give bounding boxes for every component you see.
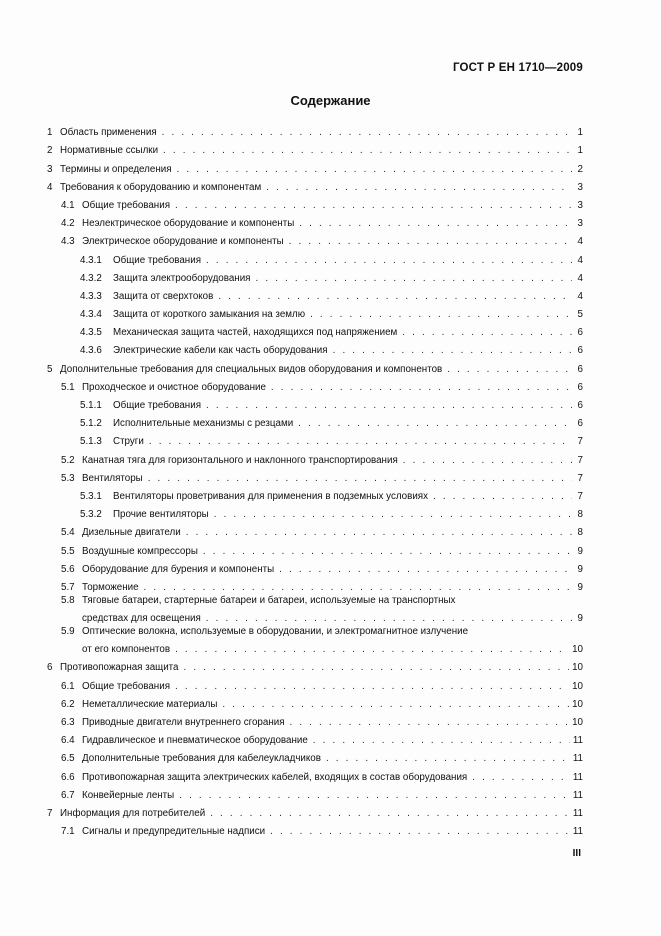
toc-label: Неметаллические материалы [82,698,218,710]
toc-entry[interactable] [47,674,583,692]
toc-label: Струги [113,436,144,448]
toc-number: 5.1.2 [80,418,102,430]
toc-page: 9 [577,581,583,593]
page-title: Содержание [290,93,371,108]
leader-dots [313,735,570,747]
leader-dots [266,182,572,194]
toc-label: Электрическое оборудование и компоненты [82,236,284,248]
toc-entry[interactable] [47,448,583,466]
leader-dots [326,753,570,765]
toc-number: 4.2 [61,218,75,230]
leader-dots [184,662,570,674]
toc-number: 1 [47,127,53,139]
leader-dots [218,291,572,303]
leader-dots [186,527,572,539]
toc-page: 10 [572,717,583,728]
toc-label: Конвейерные ленты [82,789,175,801]
toc-page: 10 [572,662,583,674]
toc-entry[interactable] [47,176,583,194]
leader-dots [447,364,572,376]
toc-page: 7 [577,436,583,448]
toc-label: Исполнительные механизмы с резцами [113,418,294,430]
toc-page: 4 [577,272,583,284]
toc-page: 11 [572,826,583,838]
leader-dots [162,127,572,139]
toc-entry[interactable] [47,430,583,448]
toc-number: 4.3.6 [80,345,102,357]
toc-label: Общие требования [113,254,201,266]
leader-dots [210,808,570,820]
toc-number: 3 [47,163,53,175]
toc-number: 5.6 [61,563,75,575]
leader-dots [203,546,572,558]
toc-label: Механическая защита частей, находящихся под напряжением [113,327,398,339]
toc-page: 6 [577,327,583,339]
leader-dots [148,473,572,485]
toc-entry[interactable] [47,194,583,212]
toc-label: Вентиляторы [82,472,143,484]
toc-label: Торможение [82,581,139,593]
toc-number: 4.3.1 [80,254,102,266]
toc-page: 11 [572,771,583,783]
leader-dots [270,826,570,838]
toc-label: Область применения [60,127,157,139]
toc-number: 5.4 [61,527,75,539]
toc-page: 6 [577,381,583,393]
toc-number: 4 [47,181,53,193]
toc-entry[interactable] [47,802,583,820]
toc-entry[interactable] [47,625,583,638]
toc-number: 5.7 [61,581,75,593]
toc-number: 4.3.3 [80,290,102,302]
toc-number: 6.7 [61,789,75,801]
toc-page: 6 [577,400,583,411]
toc-label: Воздушные компрессоры [82,545,198,557]
toc-page: 3 [577,181,583,193]
toc-number: 5.1.1 [80,400,102,411]
toc-page: 10 [572,680,583,692]
leader-dots [175,644,569,656]
toc-entry[interactable] [47,729,583,747]
toc-label: Прочие вентиляторы [113,509,209,521]
toc-page: 11 [572,789,583,801]
toc-entry[interactable] [47,765,583,783]
toc-entry[interactable] [47,485,583,503]
toc-label: Термины и определения [60,163,172,175]
toc-number: 5.5 [61,545,75,557]
toc-label: Общие требования [82,199,170,211]
toc-label: Оптические волокна, используемые в оборудовании, и электромагнитное излучение [82,626,469,638]
toc-entry[interactable] [47,539,583,557]
toc-page: 7 [577,454,583,466]
toc-label: Защита от сверхтоков [113,290,214,302]
leader-dots [279,564,572,576]
toc-entry[interactable] [47,820,583,838]
toc-label: Тяговые батареи, стартерные батареи и батареи, используемые на транспортных [82,594,456,606]
toc-label: Дополнительные требования для специальных видов оборудования и компонентов [60,363,443,375]
toc-number: 5.1 [61,381,75,393]
toc-page: 10 [572,698,583,710]
leader-dots [163,145,572,157]
toc-entry[interactable] [47,121,583,139]
toc-number: 5.3 [61,472,75,484]
leader-dots [175,200,572,212]
toc-page: 6 [577,345,583,357]
toc-page: 6 [577,418,583,430]
leader-dots [256,273,573,285]
toc-entry[interactable] [47,711,583,729]
leader-dots [271,382,572,394]
leader-dots [298,418,572,430]
leader-dots [222,699,569,711]
toc-page: 2 [577,163,583,175]
toc-page: 11 [572,807,583,819]
toc-entry[interactable] [47,656,583,674]
toc-number: 4.3 [61,236,75,248]
toc-number: 6 [47,662,53,674]
toc-label: Проходческое и очистное оборудование [82,381,266,393]
toc-label: Неэлектрическое оборудование и компоненты [82,218,295,230]
toc-label: Канатная тяга для горизонтального и наклонного транспортирования [82,454,398,466]
table-of-contents [47,121,583,838]
toc-label: Гидравлическое и пневматическое оборудование [82,735,308,747]
toc-page: 7 [577,472,583,484]
toc-number: 6.4 [61,735,75,747]
leader-dots [403,455,572,467]
leader-dots [290,717,570,729]
toc-page: 9 [577,563,583,575]
leader-dots [177,164,572,176]
toc-number: 5.1.3 [80,436,102,448]
leader-dots [206,255,572,267]
toc-entry[interactable] [47,558,583,576]
toc-entry[interactable] [47,747,583,765]
leader-dots [299,218,572,230]
toc-label: Оборудование для бурения и компоненты [82,563,275,575]
toc-number: 4.1 [61,199,75,211]
leader-dots [333,345,572,357]
toc-entry[interactable] [47,394,583,412]
toc-page: 10 [572,644,583,656]
toc-entry[interactable] [47,303,583,321]
toc-number: 4.3.5 [80,327,102,339]
leader-dots [433,491,572,503]
toc-entry[interactable] [47,376,583,394]
toc-page: 6 [577,363,583,375]
toc-number: 5.3.1 [80,490,102,502]
toc-entry[interactable] [47,784,583,802]
toc-number: 7 [47,807,53,819]
toc-number: 5.8 [61,594,75,606]
leader-dots [149,436,572,448]
toc-entry[interactable] [47,230,583,248]
leader-dots [214,509,572,521]
toc-entry[interactable] [47,467,583,485]
toc-entry[interactable] [47,285,583,303]
toc-entry[interactable] [47,357,583,375]
toc-number: 5.3.2 [80,509,102,521]
toc-label: Требования к оборудованию и компонентам [60,181,262,193]
toc-number: 4.3.4 [80,309,102,321]
toc-label: Защита от короткого замыкания на землю [113,309,306,321]
toc-page: 11 [572,753,583,765]
toc-number: 7.1 [61,826,75,838]
leader-dots [206,613,572,625]
toc-label: Общие требования [113,400,201,411]
toc-label: средствах для освещения [82,613,201,625]
toc-number: 6.2 [61,698,75,710]
toc-label: от его компонентов [82,644,171,656]
toc-entry[interactable] [47,248,583,266]
toc-page: 4 [577,236,583,248]
toc-label: Общие требования [82,680,170,692]
leader-dots [175,681,569,693]
toc-label: Дизельные двигатели [82,527,181,539]
toc-number: 2 [47,145,53,157]
toc-entry[interactable] [47,321,583,339]
toc-number: 6.3 [61,717,75,728]
toc-label: Нормативные ссылки [60,145,159,157]
toc-page: 9 [577,613,583,625]
leader-dots [402,327,572,339]
toc-entry-continuation[interactable] [47,607,583,625]
toc-entry[interactable] [47,412,583,430]
toc-number: 6.5 [61,753,75,765]
toc-label: Противопожарная защита электрических кабелей, входящих в состав оборудования [82,771,468,783]
toc-entry[interactable] [47,576,583,594]
toc-page: 1 [577,127,583,139]
toc-page: 4 [577,254,583,266]
toc-label: Дополнительные требования для кабелеукладчиков [82,753,321,765]
toc-number: 6.1 [61,680,75,692]
toc-number: 6.6 [61,771,75,783]
toc-page: 4 [577,290,583,302]
toc-label: Информация для потребителей [60,807,206,819]
toc-label: Сигналы и предупредительные надписи [82,826,266,838]
toc-entry[interactable] [47,157,583,175]
leader-dots [472,772,570,784]
leader-dots [144,582,572,594]
toc-entry[interactable] [47,139,583,157]
toc-page: 9 [577,545,583,557]
toc-number: 5 [47,363,53,375]
toc-label: Приводные двигатели внутреннего сгорания [82,717,285,728]
leader-dots [206,400,572,412]
toc-entry[interactable] [47,339,583,357]
toc-entry[interactable] [47,503,583,521]
toc-label: Защита электрооборудования [113,272,251,284]
toc-number: 4.3.2 [80,272,102,284]
toc-page: 3 [577,199,583,211]
document-code: ГОСТ Р ЕН 1710—2009 [452,62,583,74]
toc-entry[interactable] [47,267,583,285]
toc-entry-continuation[interactable] [47,638,583,656]
toc-page: 5 [577,309,583,321]
toc-page: 8 [577,527,583,539]
toc-number: 5.9 [61,626,75,638]
leader-dots [310,309,572,321]
toc-number: 5.2 [61,454,75,466]
toc-page: 8 [577,509,583,521]
toc-entry[interactable] [47,693,583,711]
toc-page: 3 [577,218,583,230]
page-number: III [572,848,581,859]
leader-dots [179,790,570,802]
toc-entry[interactable] [47,594,583,607]
toc-entry[interactable] [47,212,583,230]
toc-label: Электрические кабели как часть оборудования [113,345,328,357]
toc-page: 11 [572,735,583,747]
leader-dots [289,236,572,248]
toc-entry[interactable] [47,521,583,539]
toc-label: Противопожарная защита [60,662,179,674]
toc-page: 1 [577,145,583,157]
toc-page: 7 [577,490,583,502]
toc-label: Вентиляторы проветривания для применения в подземных условиях [113,490,428,502]
